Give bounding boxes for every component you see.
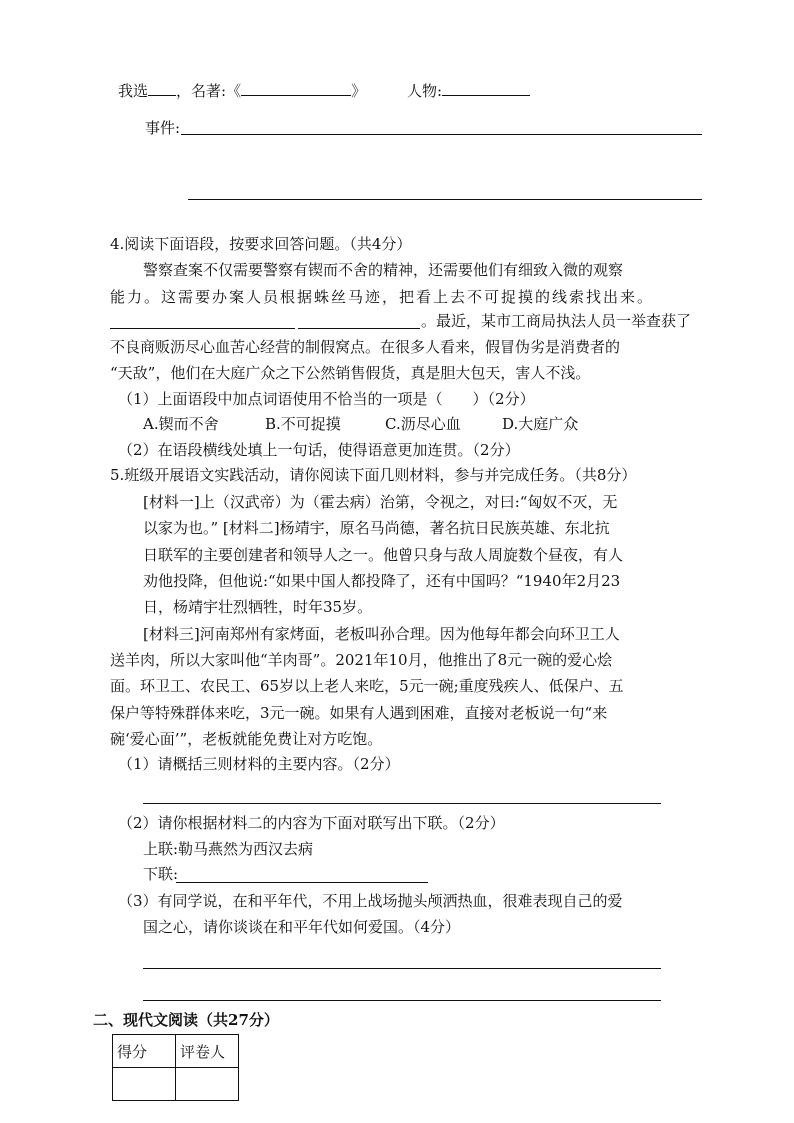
q5-sub3-line-2: 国之心，请你谈谈在和平年代如何爱国。（4分） — [143, 918, 461, 936]
q5-material-line: 面。环卫工、农民工、65岁以上老人来吃，5元一碗;重度残疾人、低保户、五 — [110, 677, 624, 695]
q5-material-line: 碗‘爱心面’”，老板就能免费让对方吃饱。 — [110, 730, 383, 748]
q5-material-line: [材料三]河南郑州有家烤面，老板叫孙合理。因为他每年都会向环卫工人 — [143, 625, 620, 643]
event-line-1[interactable] — [181, 134, 702, 135]
event-label: 事件: — [145, 119, 181, 137]
grader-cell[interactable] — [176, 1068, 239, 1101]
q4-answer-line-b[interactable] — [298, 328, 420, 329]
q4-option-c[interactable]: C.沥尽心血 — [385, 415, 461, 433]
q4-passage-line-4: 不良商贩沥尽心血苦心经营的制假窝点。在很多人看来，假冒伪劣是消费者的 — [110, 338, 621, 356]
q5-sub1: （1）请概括三则材料的主要内容。（2分） — [118, 755, 400, 773]
q5-material-line: 日，杨靖宇壮烈牺牲，时年35岁。 — [143, 598, 373, 616]
q4-option-b[interactable]: B.不可捉摸 — [265, 415, 341, 433]
close-quote: 》 — [351, 82, 367, 100]
score-table — [112, 1034, 239, 1101]
q5-sub2: （2）请你根据材料二的内容为下面对联写出下联。（2分） — [118, 814, 505, 832]
q5-material-line: 劝他投降，但他说:“如果中国人都投降了，还有中国吗？“1940年2月23 — [143, 572, 621, 590]
q5-material-line: 保户等特殊群体来吃，3元一碗。如果有人遇到困难，直接对老板说一句“来 — [110, 704, 608, 722]
q5-sub3-answer-line-2[interactable] — [143, 1000, 661, 1001]
score-cell[interactable] — [113, 1068, 176, 1101]
q5-material-line: 以家为也。” [材料二]杨靖宇，原名马尚德，著名抗日民族英雄、东北抗 — [143, 519, 610, 537]
score-label: 得分 — [113, 1035, 176, 1068]
q5-sub3-line-1: （3）有同学说，在和平年代，不用上战场抛头颅洒热血，很难表现自己的爱 — [118, 892, 623, 910]
q4-sub2: （2）在语段横线处填上一句话，使得语意更加连贯。（2分） — [118, 441, 520, 459]
q4-option-a[interactable]: A.锲而不舍 — [143, 415, 219, 433]
q5-sub1-answer-line[interactable] — [143, 803, 661, 804]
choose-label: 我选 — [118, 82, 149, 100]
q5-material-line: [材料一]上（汉武帝）为（霍去病）治第，令视之，对曰:“匈奴不灭，无 — [143, 493, 618, 511]
person-field — [407, 81, 530, 101]
q4-passage-line-2: 能力。这需要办案人员根据蛛丝马迹，把看上去不可捉摸的线索找出来。 — [110, 288, 655, 306]
open-quote: 《 — [226, 82, 242, 100]
q4-option-d[interactable]: D.大庭广众 — [502, 415, 579, 433]
q4-sub1: （1）上面语段中加点词语使用不恰当的一项是（ ）（2分） — [118, 390, 535, 408]
header-row — [118, 81, 366, 101]
section-2-title: 二、现代文阅读（共27分） — [93, 1011, 279, 1029]
q5-title: 5.班级开展语文实践活动，请你阅读下面几则材料，参与并完成任务。（共8分） — [110, 466, 637, 484]
couplet-lower-blank[interactable] — [176, 882, 428, 883]
q5-sub3-answer-line-1[interactable] — [143, 968, 661, 969]
q4-passage-line-5: “天敌”，他们在大庭广众之下公然销售假货，真是胆大包天，害人不浅。 — [110, 364, 591, 382]
q4-title: 4.阅读下面语段，按要求回答问题。（共4分） — [110, 235, 412, 253]
q4-passage-line-1: 警察查案不仅需要警察有锲而不舍的精神，还需要他们有细致入微的观察 — [143, 261, 624, 279]
couplet-lower-label: 下联: — [143, 865, 179, 883]
choice-blank[interactable] — [148, 81, 176, 96]
person-label: 人物: — [407, 82, 443, 100]
q4-passage-line-3-tail: 。最近，某市工商局执法人员一举查获了 — [421, 312, 692, 330]
couplet-upper: 上联:勒马燕然为西汉去病 — [143, 840, 314, 858]
person-blank[interactable] — [442, 81, 530, 96]
q5-material-line: 送羊肉，所以大家叫他“羊肉哥”。2021年10月，他推出了8元一碗的爱心烩 — [110, 651, 613, 669]
q5-material-line: 日联军的主要创建者和领导人之一。他曾只身与敌人周旋数个昼夜，有人 — [143, 546, 624, 564]
event-line-2[interactable] — [188, 199, 702, 200]
book-title-blank[interactable] — [241, 81, 351, 96]
book-label: ，名著: — [176, 82, 227, 100]
grader-label: 评卷人 — [176, 1035, 239, 1068]
q4-answer-line-a[interactable] — [110, 328, 295, 329]
